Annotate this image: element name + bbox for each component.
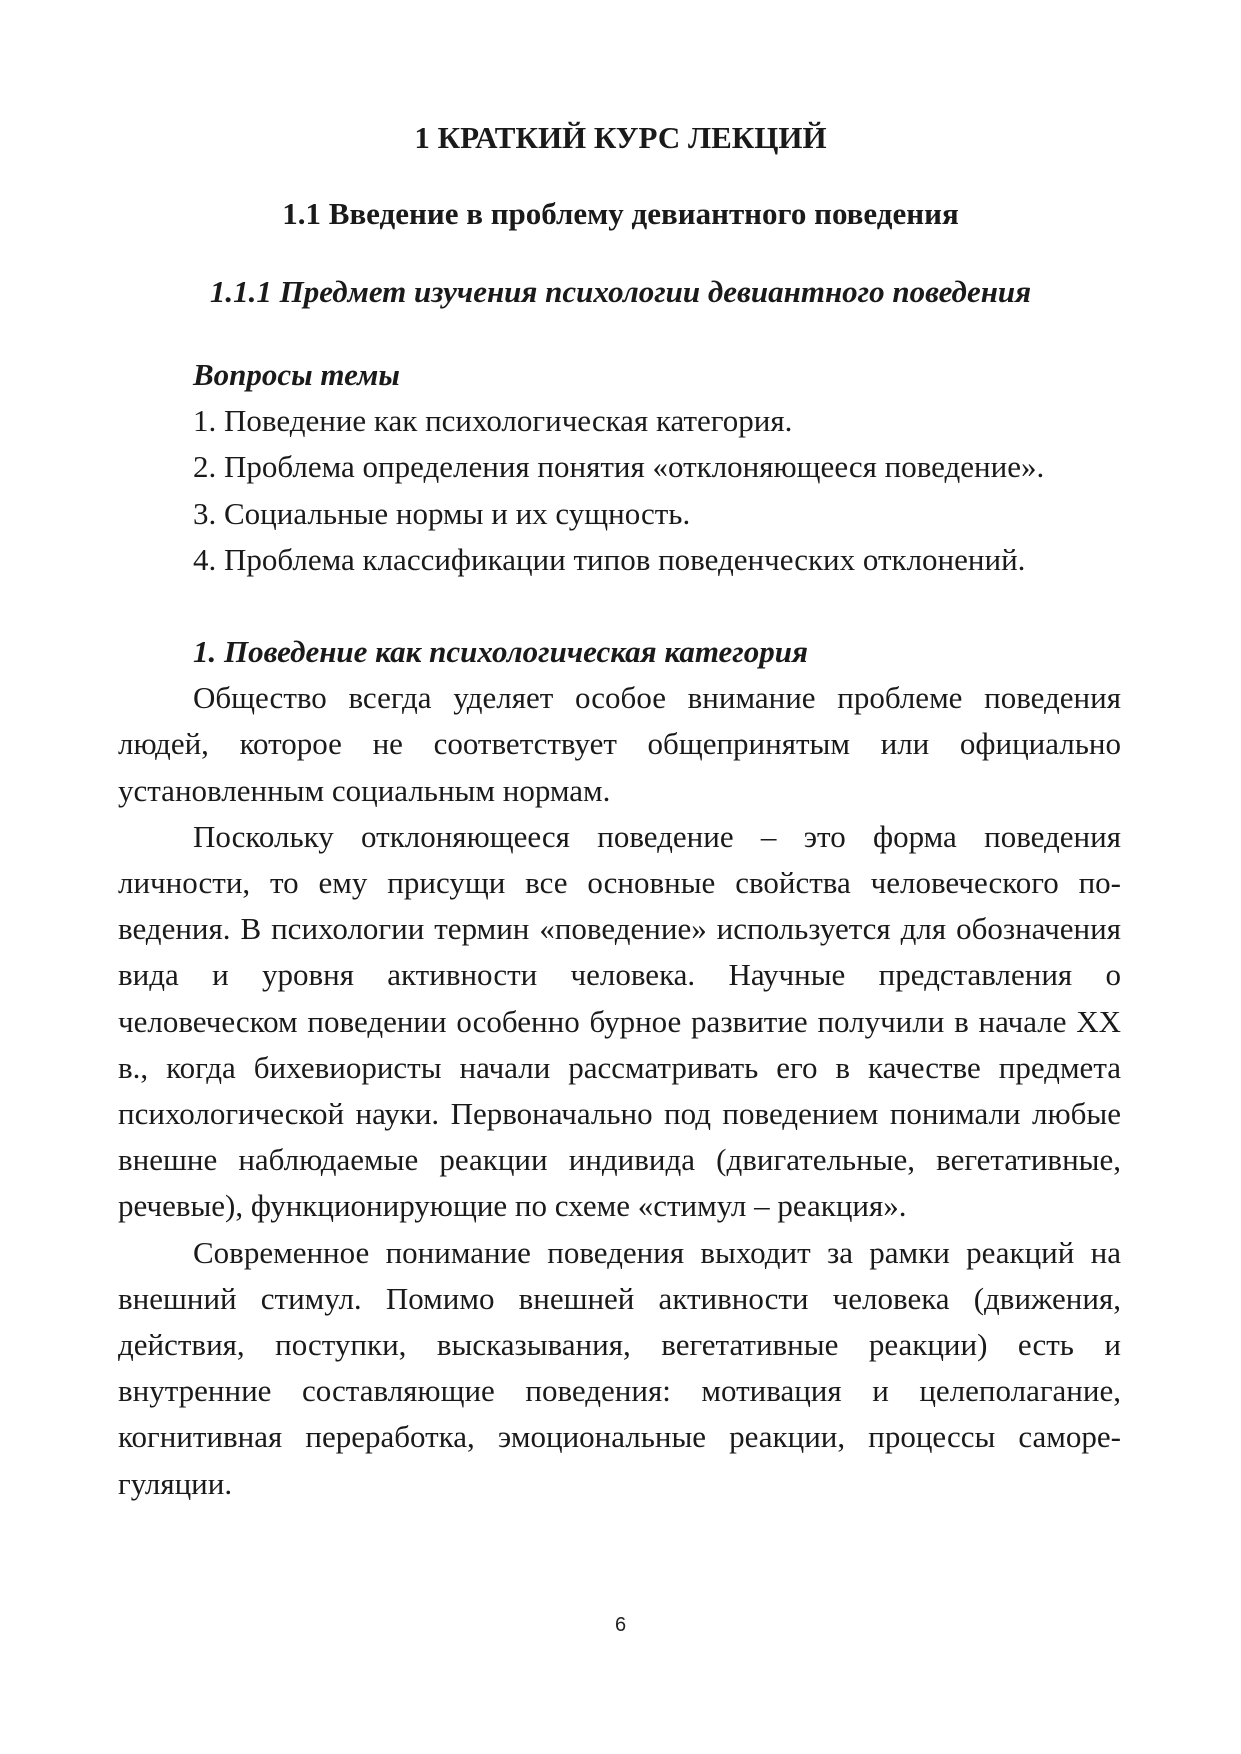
question-item: 2. Проблема определения понятия «отклоняющееся поведение».: [193, 449, 1045, 485]
question-item: 3. Социальные нормы и их сущность.: [193, 495, 691, 531]
part1-heading: 1. Поведение как психологическая категория: [193, 634, 808, 670]
page-number: 6: [614, 1614, 627, 1636]
paragraph: Общество всегда уделяет особое внимание проблеме поведения людей, которое не соответствует общепринятым или официально установленным социальным нормам.: [118, 680, 1121, 808]
question-item: 4. Проблема классификации типов поведенческих отклонений.: [193, 541, 1026, 577]
subsection-title: 1.1.1 Предмет изучения психологии девиантного поведения: [209, 274, 1032, 309]
paragraph: Поскольку отклоняющееся поведение – это форма поведения личности, то ему присущи все основные свойства человеческого поведения. В психологии термин «поведение» используется для обозначения вида и уровня активности человека. Научные представления о человеческом поведении особенно бурное развитие получили в начале XX в., когда бихевиористы начали рассматривать его в качестве предмета психологической науки. Первоначально под поведением понимали любые внешне наблюдаемые реакции индивида (двигательные, вегетативные, речевые), функционирующие по схеме «стимул – реакция».: [118, 818, 1121, 1224]
questions-heading: Вопросы темы: [193, 357, 400, 392]
questions-list: [118, 398, 1121, 583]
section-title: 1.1 Введение в проблему девиантного поведения: [282, 196, 959, 231]
chapter-title: 1 КРАТКИЙ КУРС ЛЕКЦИЙ: [414, 120, 827, 155]
paragraph: Современное понимание поведения выходит за рамки реакций на внешний стимул. Помимо внешней активности человека (движения, действия, поступки, высказывания, вегетативные реакции) есть и внутренние составляющие поведения: мотивация и целеполагание, когнитивная переработка, эмоциональные реакции, процессы саморегуляции.: [118, 1234, 1121, 1501]
spacer: [118, 583, 1121, 629]
body-text: [118, 352, 1121, 1507]
question-item: 1. Поведение как психологическая категория.: [193, 403, 793, 439]
